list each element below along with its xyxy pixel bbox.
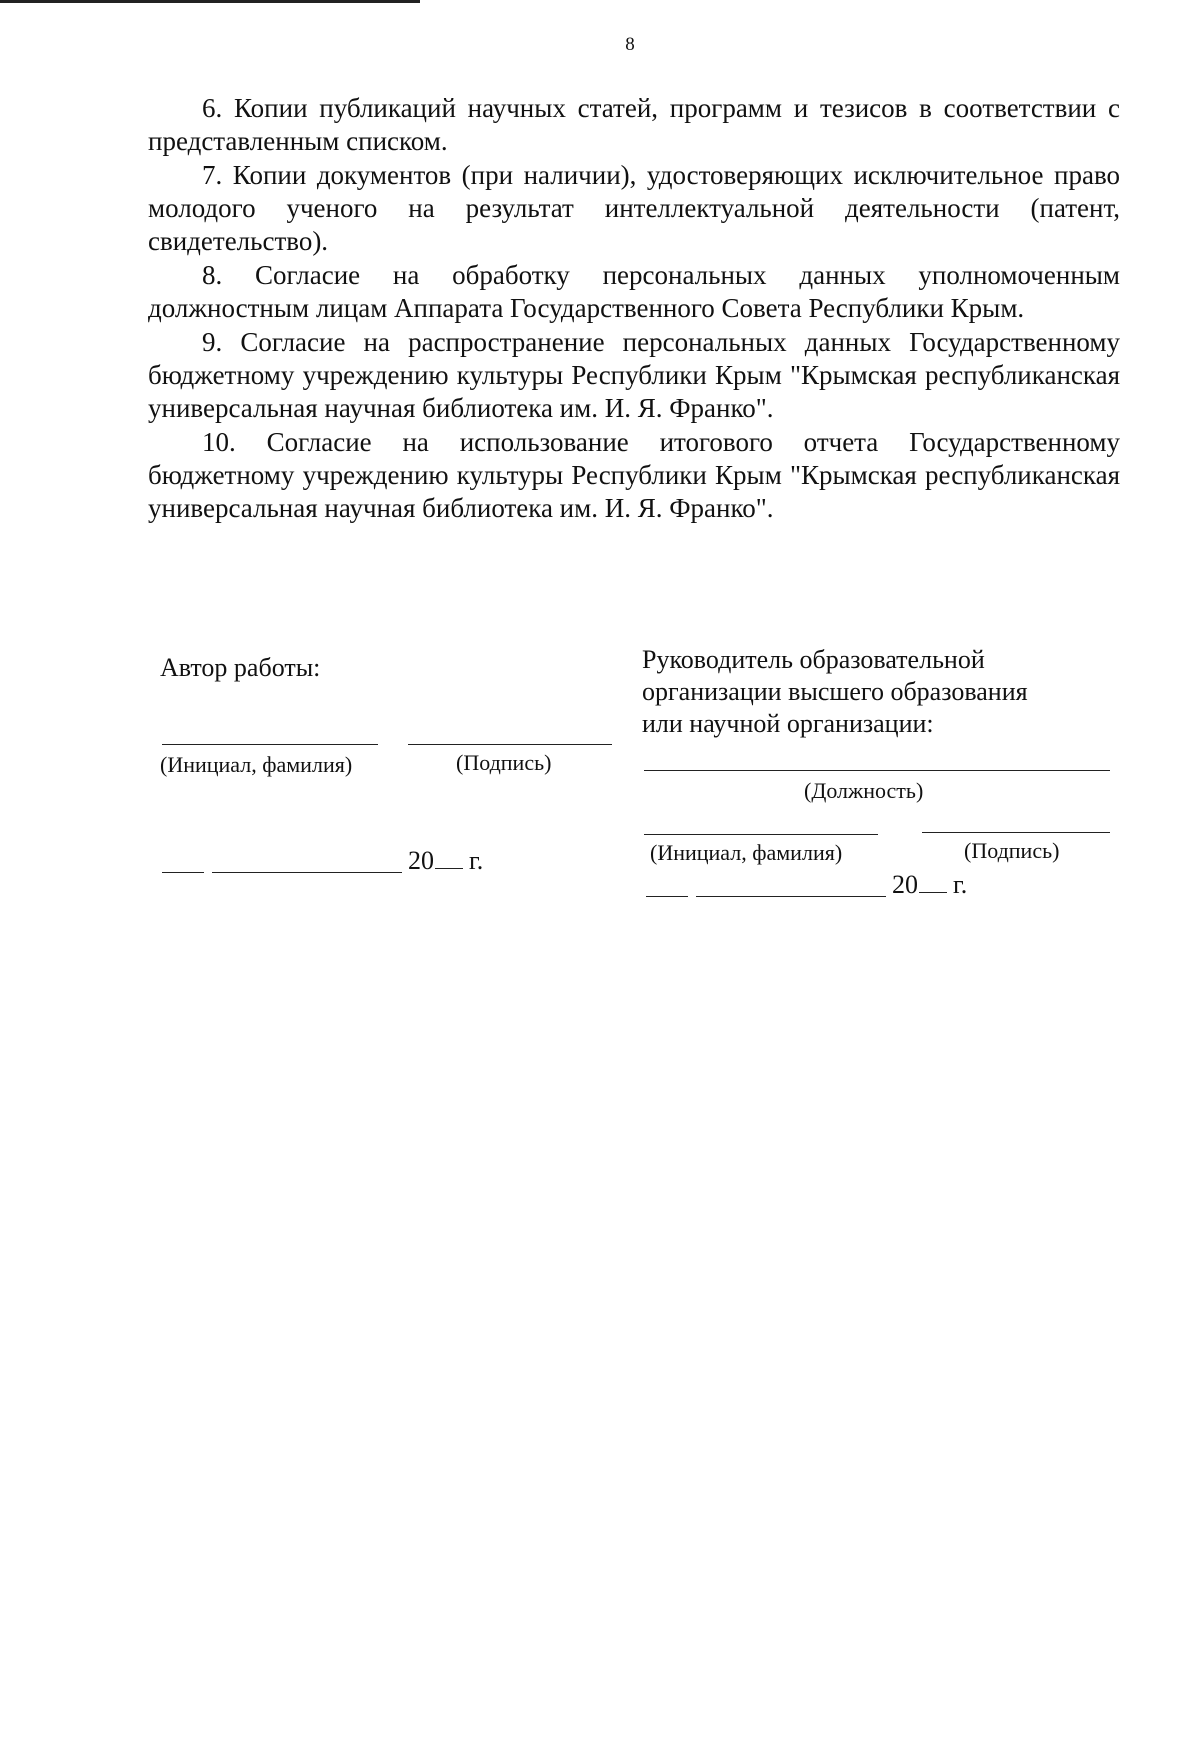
item-number: 8. [202, 260, 223, 290]
item-number: 7. [202, 160, 223, 190]
author-month-line [212, 872, 402, 873]
author-day-line [162, 872, 204, 873]
item-text: Копии документов (при наличии), удостоверяющих исключительное право молодого ученого на результат интеллектуальной деятельности (патент, свидетельство). [148, 160, 1121, 256]
head-year-prefix: 20 [892, 870, 918, 899]
head-signature-line [922, 832, 1110, 833]
author-date [408, 846, 483, 876]
head-heading [642, 644, 1028, 740]
list-item [148, 326, 1120, 425]
head-position-caption: (Должность) [804, 778, 924, 803]
item-number: 6. [202, 93, 223, 123]
document-body [148, 92, 1120, 526]
author-year-blank [435, 868, 463, 869]
author-signature-line [408, 744, 612, 745]
author-year-prefix: 20 [408, 846, 434, 875]
author-name-caption: (Инициал, фамилия) [160, 752, 353, 777]
list-item [148, 159, 1120, 258]
list-item [148, 92, 1120, 158]
item-number: 9. [202, 327, 223, 357]
head-heading-line: организации высшего образования [642, 677, 1028, 706]
scan-edge [0, 0, 420, 3]
head-day-line [646, 896, 688, 897]
head-name-caption: (Инициал, фамилия) [650, 840, 843, 865]
head-position-line [644, 770, 1110, 771]
item-text: Согласие на распространение персональных данных Государственному бюджетному учреждению культуры Республики Крым "Крымская республиканская универсальная научная библиотека им. И. Я. Франко". [148, 327, 1120, 423]
item-text: Копии публикаций научных статей, программ и тезисов в соответствии с представленным списком. [148, 93, 1120, 156]
head-heading-line: или научной организации: [642, 709, 934, 738]
head-year-suffix: г. [953, 870, 968, 899]
head-name-line [644, 834, 878, 835]
head-month-line [696, 896, 886, 897]
list-item [148, 259, 1120, 325]
author-signature-caption: (Подпись) [456, 750, 552, 775]
head-heading-line: Руководитель образовательной [642, 645, 985, 674]
head-date [892, 870, 967, 900]
head-year-blank [919, 892, 947, 893]
item-number: 10. [202, 427, 236, 457]
author-heading: Автор работы: [160, 653, 321, 682]
list-item [148, 426, 1120, 525]
head-signature-caption: (Подпись) [964, 838, 1060, 863]
page-number: 8 [625, 34, 635, 55]
author-year-suffix: г. [469, 846, 484, 875]
item-text: Согласие на обработку персональных данных уполномоченным должностным лицам Аппарата Государственного Совета Республики Крым. [148, 260, 1120, 323]
author-name-line [162, 744, 378, 745]
item-text: Согласие на использование итогового отчета Государственному бюджетному учреждению культуры Республики Крым "Крымская республиканская универсальная научная библиотека им. И. Я. Франко". [148, 427, 1120, 523]
